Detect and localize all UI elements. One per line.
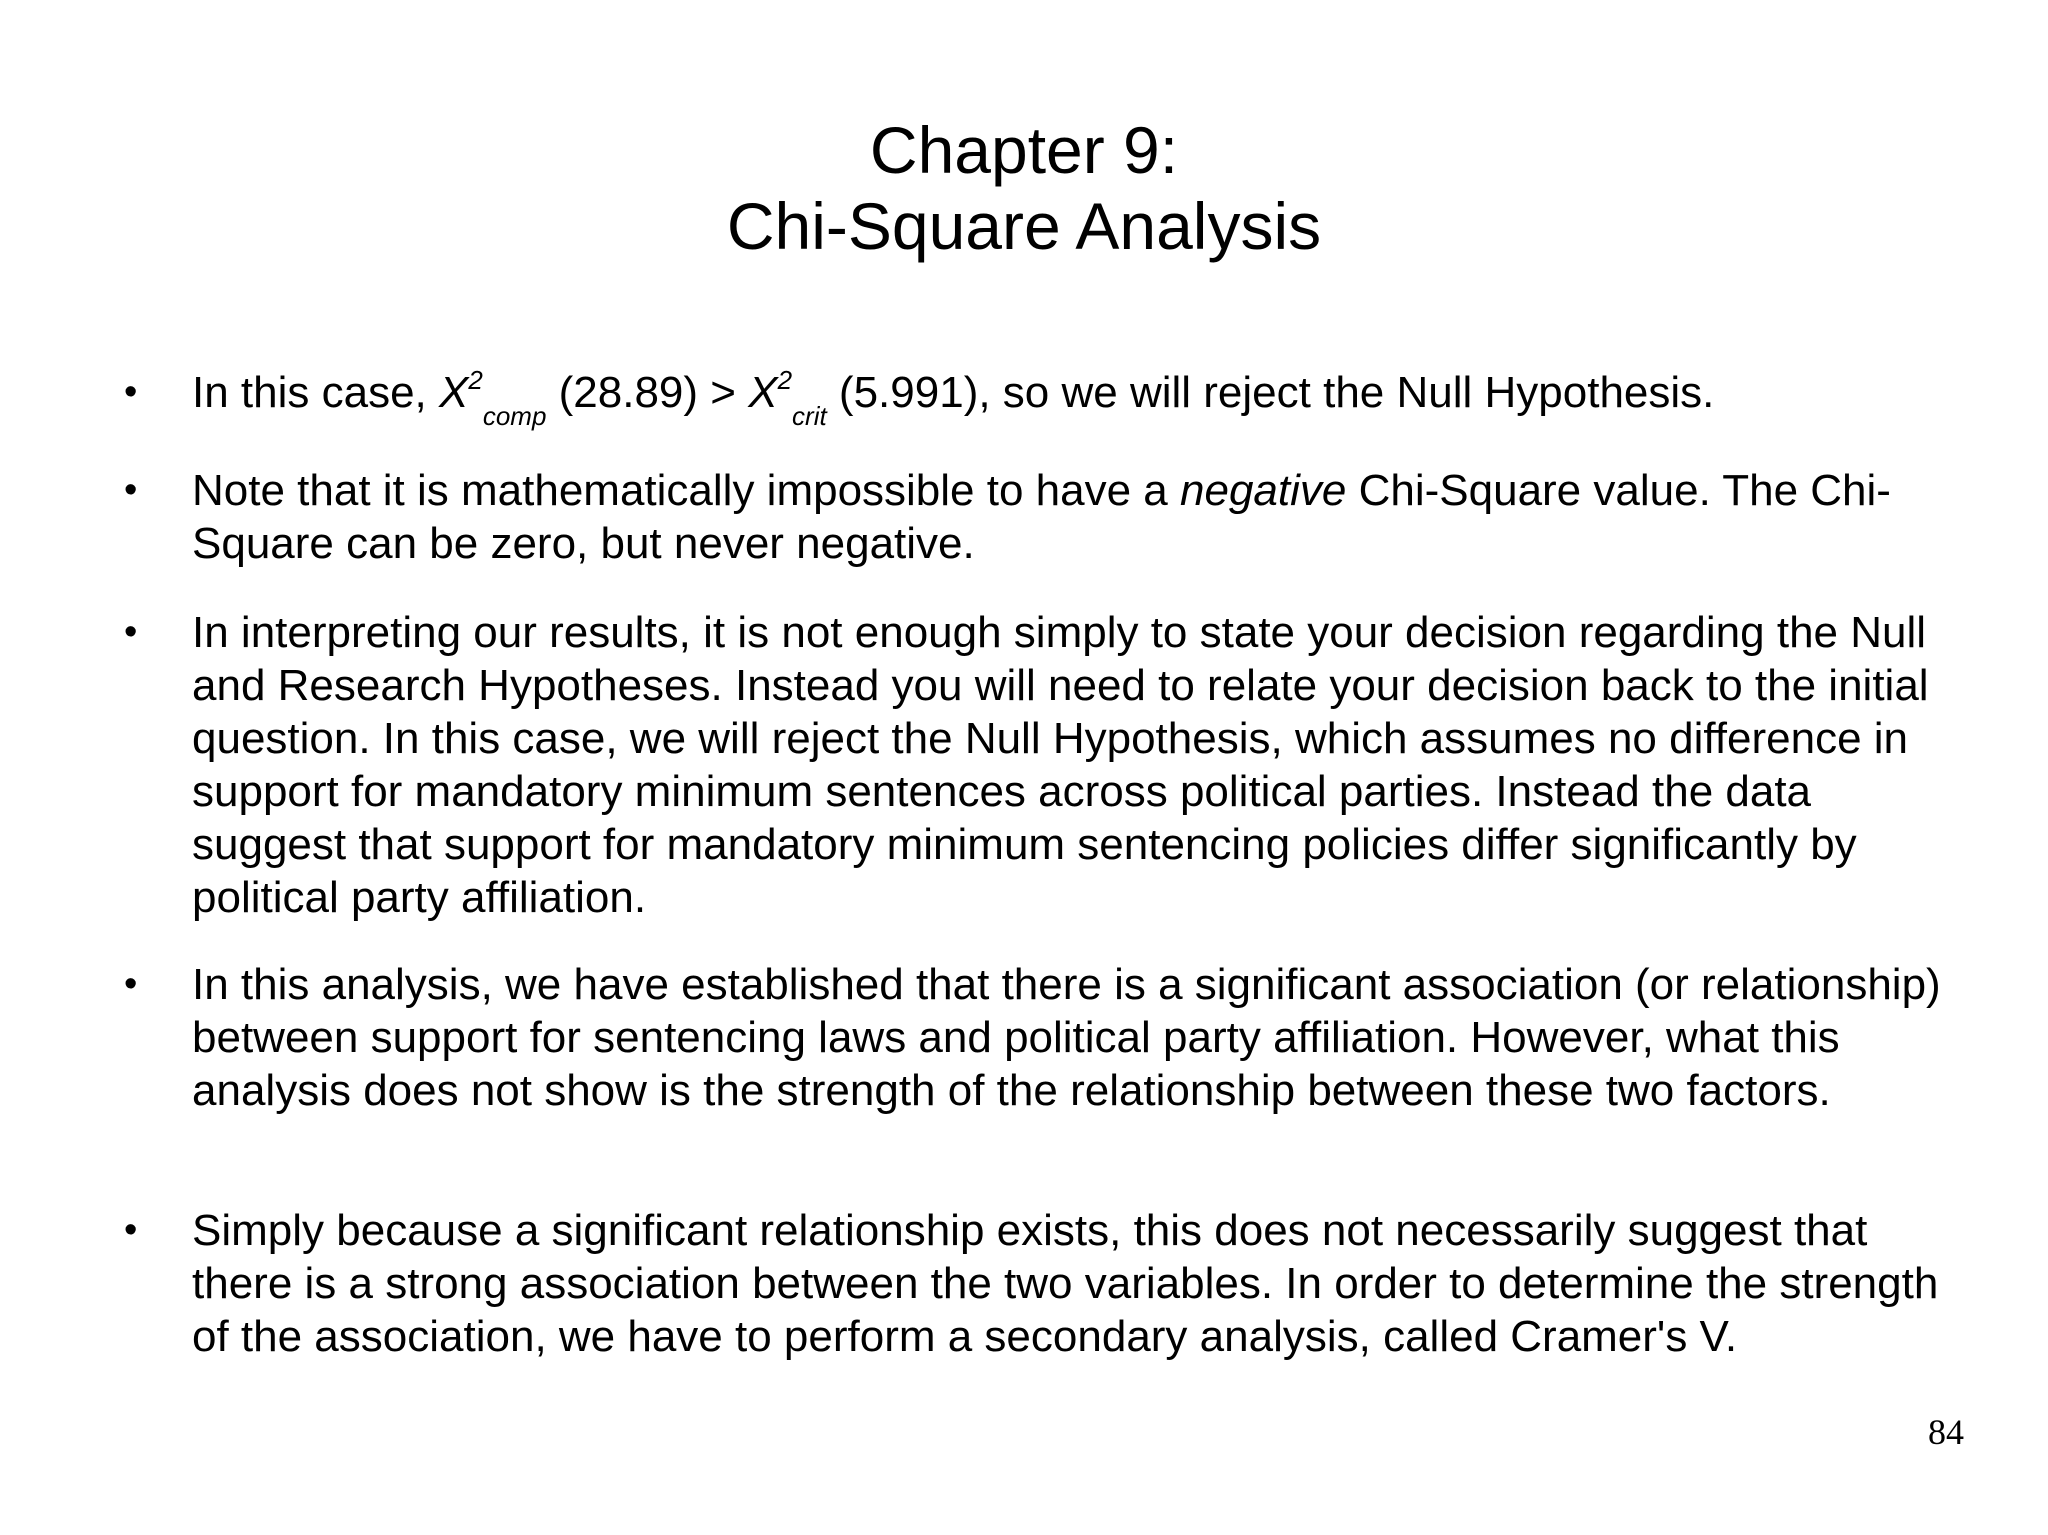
chi-symbol-comp: X [439, 368, 469, 417]
bullet-2-text-b: Chi-Square value. The Chi-Square can be zero, but never negative. [192, 466, 1891, 568]
superscript-2-comp: 2 [468, 365, 483, 395]
bullet-marker: • [124, 469, 138, 511]
bullet-item-1 [124, 365, 1972, 431]
slide-title [0, 112, 2048, 264]
bullet-marker: • [124, 963, 138, 1005]
title-line-2: Chi-Square Analysis [726, 189, 1322, 263]
title-line-1: Chapter 9: [869, 113, 1179, 187]
bullet-item-4 [124, 958, 1972, 1117]
chi-symbol-crit: X [748, 368, 778, 417]
bullet-5-text: Simply because a significant relationship exists, this does not necessarily suggest that there is a strong association between the two variables. In order to determine the strength of the association, we have to perform a secondary analysis, called Cramer's V. [192, 1206, 1939, 1361]
bullet-item-5 [124, 1204, 1972, 1363]
bullet-3-text: In interpreting our results, it is not enough simply to state your decision regarding the Null and Research Hypotheses. Instead you will need to relate your decision back to the initial question. In this case, we will reject the Null Hypothesis, which assumes no difference in support for mandatory minimum sentences across political parties. Instead the data suggest that support for mandatory minimum sentencing policies differ significantly by political party affiliation. [192, 608, 1929, 922]
bullet-1-text-c: (5.991), so we will reject the Null Hypothesis. [826, 368, 1715, 417]
bullet-marker: • [124, 371, 138, 413]
bullet-2-emphasis: negative [1180, 466, 1347, 515]
subscript-comp: comp [482, 401, 547, 431]
subscript-crit: crit [792, 401, 827, 431]
bullet-item-3 [124, 606, 1972, 924]
bullet-1-text-a: In this case, [192, 368, 440, 417]
bullet-1-text-b: (28.89) > [546, 368, 749, 417]
bullet-item-2 [124, 464, 1972, 570]
bullet-4-text: In this analysis, we have established that there is a significant association (or relationship) between support for sentencing laws and political party affiliation. However, what this analysis does not show is the strength of the relationship between these two factors. [192, 960, 1941, 1115]
bullet-marker: • [124, 1209, 138, 1251]
superscript-2-crit: 2 [777, 365, 793, 395]
bullet-2-text-a: Note that it is mathematically impossible to have a [192, 466, 1181, 515]
bullet-marker: • [124, 611, 138, 653]
page-number: 84 [1928, 1412, 1964, 1452]
